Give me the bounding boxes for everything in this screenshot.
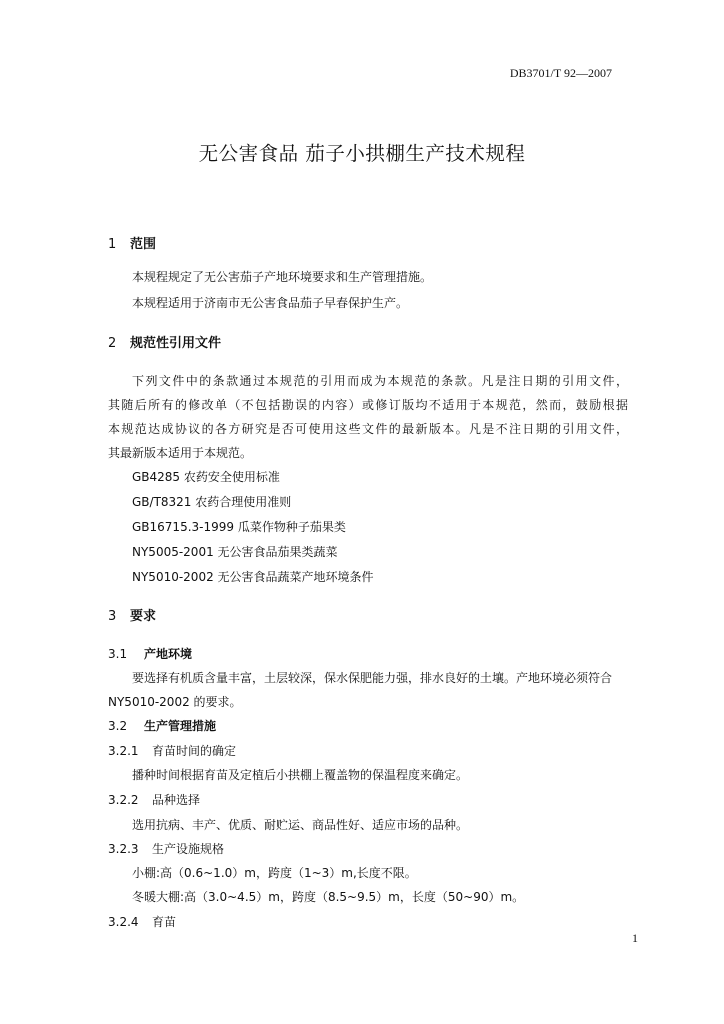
- paragraph-line: 其最新版本适用于本规范。: [108, 446, 253, 460]
- paragraph-line: 小棚:高（0.6~1.0）m，跨度（1~3）m,长度不限。: [132, 866, 417, 880]
- paragraph-line: 本规程适用于济南市无公害食品茄子早春保护生产。: [132, 296, 409, 310]
- subsection-title: 育苗时间的确定: [152, 744, 237, 758]
- section-number: 1: [108, 237, 117, 252]
- subsection-number: 3.2: [108, 719, 128, 733]
- paragraph-line: 本规范达成协议的各方研究是否可使用这些文件的最新版本。凡是不注日期的引用文件，: [108, 422, 628, 436]
- reference-item: NY5005-2001 无公害食品茄果类蔬菜: [132, 545, 338, 559]
- paragraph-line: 其随后所有的修改单（不包括勘误的内容）或修订版均不适用于本规范，然而，鼓励根据: [108, 398, 628, 412]
- subsection-3-2-1-heading: [108, 742, 236, 759]
- standard-code: DB3701/T 92—2007: [509, 66, 612, 80]
- section-title: 规范性引用文件: [130, 336, 222, 351]
- paragraph-line: 本规程规定了无公害茄子产地环境要求和生产管理措施。: [132, 270, 433, 284]
- section-3-heading: [108, 605, 156, 624]
- section-1-heading: [108, 233, 156, 252]
- subsection-number: 3.2.4: [108, 915, 139, 929]
- reference-item: NY5010-2002 无公害食品蔬菜产地环境条件: [132, 570, 374, 584]
- subsection-title: 品种选择: [152, 793, 201, 807]
- reference-item: GB4285 农药安全使用标准: [132, 470, 280, 484]
- subsection-title: 育苗: [152, 915, 177, 929]
- subsection-title: 生产管理措施: [144, 719, 217, 733]
- paragraph-line: 冬暖大棚:高（3.0~4.5）m，跨度（8.5~9.5）m，长度（50~90）m。: [132, 890, 525, 904]
- subsection-3-2-2-heading: [108, 791, 200, 808]
- subsection-number: 3.2.1: [108, 744, 139, 758]
- reference-item: GB/T8321 农药合理使用准则: [132, 495, 292, 509]
- paragraph-line: 要选择有机质含量丰富，土层较深，保水保肥能力强，排水良好的土壤。产地环境必须符合: [132, 671, 613, 685]
- subsection-3-2-4-heading: [108, 913, 176, 930]
- section-title: 范围: [130, 237, 157, 252]
- paragraph-line: 下列文件中的条款通过本规范的引用而成为本规范的条款。凡是注日期的引用文件，: [132, 374, 628, 388]
- page-title: 无公害食品 茄子小拱棚生产技术规程: [198, 142, 526, 165]
- subsection-title: 产地环境: [144, 647, 193, 661]
- page-number: 1: [632, 931, 638, 945]
- subsection-3-2-heading: [108, 717, 216, 734]
- paragraph-line: 选用抗病、丰产、优质、耐贮运、商品性好、适应市场的品种。: [132, 818, 469, 832]
- subsection-number: 3.2.3: [108, 842, 139, 856]
- section-number: 2: [108, 336, 117, 351]
- subsection-title: 生产设施规格: [152, 842, 225, 856]
- reference-item: GB16715.3-1999 瓜菜作物种子茄果类: [132, 520, 346, 534]
- section-number: 3: [108, 609, 117, 624]
- section-title: 要求: [130, 609, 157, 624]
- section-2-heading: [108, 332, 221, 351]
- paragraph-line: NY5010-2002 的要求。: [108, 695, 242, 709]
- subsection-3-2-3-heading: [108, 840, 224, 857]
- paragraph-line: 播种时间根据育苗及定植后小拱棚上覆盖物的保温程度来确定。: [132, 768, 469, 782]
- subsection-number: 3.1: [108, 647, 128, 661]
- subsection-3-1-heading: [108, 645, 192, 662]
- subsection-number: 3.2.2: [108, 793, 139, 807]
